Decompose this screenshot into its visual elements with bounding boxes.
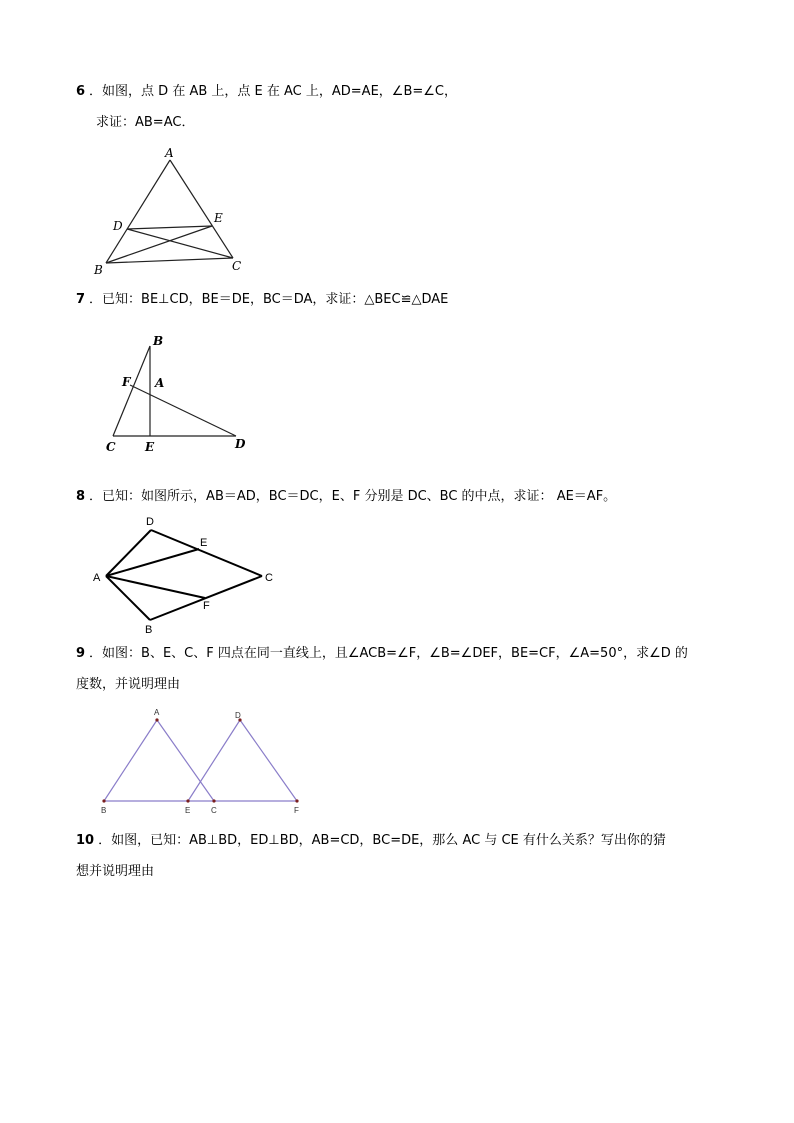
q6-label-c: C — [232, 259, 242, 273]
q7-seg-cb — [113, 346, 150, 436]
q7-line1 — [76, 292, 448, 308]
q6-label-a: A — [165, 146, 174, 160]
q7-label-f: F — [122, 375, 131, 389]
q10-number: 10 — [76, 833, 95, 848]
q8-seg-ab — [106, 576, 150, 620]
q6-line1 — [76, 84, 457, 100]
q6-label-b: B — [94, 263, 103, 277]
q6-label-e: E — [214, 211, 223, 225]
q8-seg-bc — [150, 576, 262, 620]
q9-point-e — [186, 799, 189, 802]
q9-point-a — [155, 718, 158, 721]
q8-number: 8 — [76, 489, 86, 504]
q7-label-e: E — [145, 440, 155, 454]
q6-text-1: ．如图，点 D 在 AB 上，点 E 在 AC 上，AD=AE，∠B=∠C， — [89, 84, 457, 99]
q9-label-b: B — [101, 806, 107, 815]
q9-label-e: E — [185, 806, 191, 815]
q9-text-1: ．如图：B、E、C、F 四点在同一直线上，且∠ACB=∠F，∠B=∠DEF，BE=CF，∠A=50°，求∠D 的 — [89, 646, 688, 661]
q9-line1 — [76, 646, 688, 662]
q9-label-d: D — [235, 711, 241, 720]
q7-label-c: C — [106, 440, 116, 454]
q9-label-c: C — [211, 806, 217, 815]
q6-number: 6 — [76, 84, 86, 99]
q6-seg-ab — [106, 160, 170, 263]
q6-label-d: D — [113, 219, 123, 233]
q9-point-b — [102, 799, 105, 802]
q9-point-f — [295, 799, 298, 802]
q8-label-f: F — [203, 600, 210, 612]
q7-label-b: B — [153, 334, 164, 348]
q10-line1 — [76, 833, 666, 849]
q9-line2 — [76, 677, 180, 693]
q9-seg-de — [188, 720, 240, 801]
q9-label-a: A — [154, 708, 160, 717]
q8-text-1: ．已知：如图所示，AB＝AD，BC＝DC，E、F 分别是 DC、BC 的中点，求证： AE＝AF。 — [89, 489, 617, 504]
q6-line2 — [96, 115, 194, 131]
q9-point-c — [212, 799, 215, 802]
q9-text-2: 度数，并说明理由 — [76, 677, 181, 692]
q7-label-d: D — [235, 437, 246, 451]
q9-seg-ac — [157, 720, 214, 801]
q7-text-1: ．已知：BE⊥CD，BE＝DE，BC＝DA，求证：△BEC≌△DAE — [89, 292, 449, 307]
q7-number: 7 — [76, 292, 86, 307]
q9-seg-ab — [104, 720, 157, 801]
q9-label-f: F — [294, 806, 299, 815]
q8-label-c: C — [265, 572, 273, 584]
q6-text-2: 求证：AB=AC． — [96, 115, 195, 130]
q6-seg-de — [127, 226, 212, 229]
q8-label-e: E — [200, 537, 208, 549]
q6-seg-bc — [106, 258, 233, 263]
q7-seg-fd — [130, 385, 236, 436]
q9-seg-df — [240, 720, 297, 801]
q10-text-1: ．如图，已知：AB⊥BD，ED⊥BD，AB=CD，BC=DE，那么 AC 与 CE 有什么关系？写出你的猜 — [98, 833, 666, 848]
q8-label-d: D — [146, 516, 154, 528]
q10-text-2: 想并说明理由 — [76, 864, 155, 879]
q8-label-b: B — [145, 624, 153, 636]
q7-label-a: A — [155, 376, 165, 390]
q8-line1 — [76, 489, 616, 505]
q9-number: 9 — [76, 646, 86, 661]
q8-label-a: A — [93, 572, 101, 584]
q10-line2 — [76, 864, 154, 880]
q8-seg-af — [106, 576, 205, 598]
